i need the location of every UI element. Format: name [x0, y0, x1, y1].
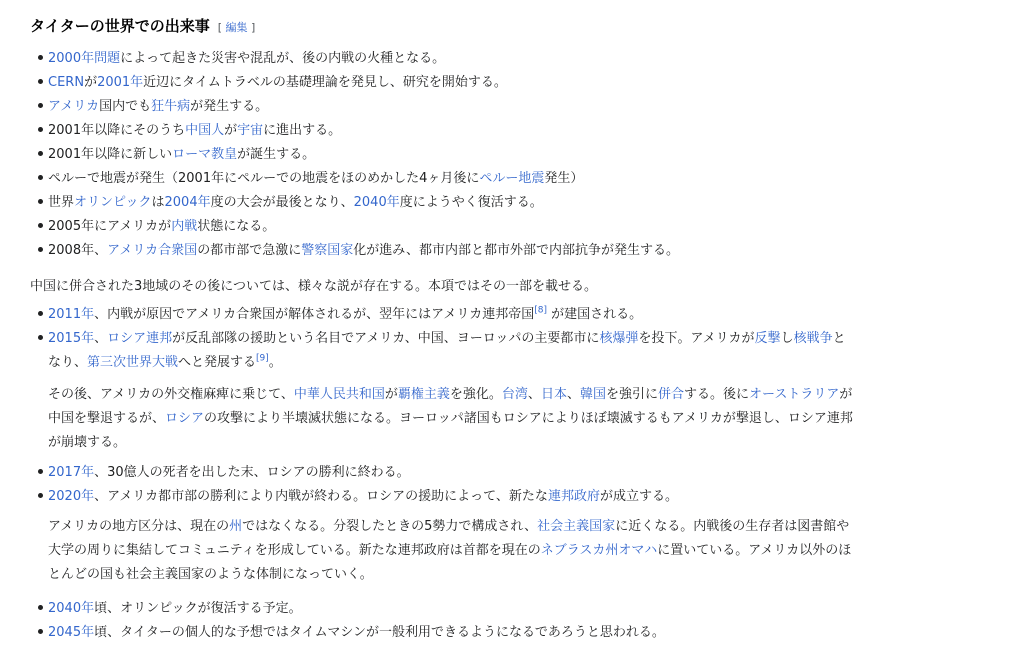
link[interactable]: 併合 [658, 387, 685, 402]
list-item [48, 47, 445, 66]
text: に進出する。 [263, 123, 342, 138]
bullet-icon [38, 151, 43, 156]
link[interactable]: 2045年 [48, 625, 95, 640]
list-item [48, 71, 507, 90]
link[interactable]: 2011年 [48, 307, 95, 322]
text: は [151, 195, 165, 210]
text: を強化。 [449, 387, 502, 402]
text: 国内でも [99, 99, 152, 114]
text: 大学の周りに集結してコミュニティを形成している。新たな連邦政府は首都を現在の [48, 543, 541, 558]
paragraph: 中国に併合された3地域のその後については、様々な説が存在する。本項ではその一部を載せる。 [30, 279, 598, 294]
link[interactable]: 台湾 [501, 387, 528, 402]
text: 化が進み、都市内部と都市外部で内部抗争が発生する。 [353, 243, 679, 258]
link[interactable]: 連邦政府 [547, 489, 600, 504]
link[interactable]: 韓国 [579, 387, 606, 402]
link[interactable]: 内戦 [171, 219, 198, 234]
text: が [839, 387, 853, 402]
list-item [48, 143, 315, 162]
list-item [48, 327, 846, 346]
link[interactable]: アメリカ [48, 99, 100, 114]
edit-bracket-close: ] [251, 21, 256, 34]
link[interactable]: 覇権主義 [397, 387, 450, 402]
bullet-icon [38, 335, 43, 340]
text: 。 [268, 355, 282, 370]
text: に置いている。アメリカ以外のほ [657, 543, 852, 558]
list-item-continued [48, 351, 282, 370]
link[interactable]: ロシア [165, 411, 205, 426]
link[interactable]: ロシア連邦 [107, 331, 173, 346]
text: に近くなる。内戦後の生存者は図書館や [615, 519, 850, 534]
bullet-icon [38, 55, 43, 60]
text: 度にようやく復活する。 [399, 195, 543, 210]
bullet-icon [38, 103, 43, 108]
link[interactable]: 第三次世界大戦 [87, 355, 179, 370]
link[interactable]: アメリカ合衆国 [107, 243, 198, 258]
text: が [224, 123, 238, 138]
link[interactable]: CERN [48, 75, 85, 90]
list-item [48, 167, 583, 186]
link[interactable]: 州 [229, 519, 243, 534]
text: 、アメリカ都市部の勝利により内戦が終わる。ロシアの援助によって、新たな [94, 489, 548, 504]
text: が発生する。 [190, 99, 269, 114]
edit-link[interactable]: 編集 [225, 21, 248, 34]
link[interactable]: オリンピック [74, 195, 152, 210]
text: 度の大会が最後となり、 [210, 195, 354, 210]
bullet-icon [38, 629, 43, 634]
bullet-icon [38, 247, 43, 252]
text: が [384, 387, 398, 402]
text: 頃、オリンピックが復活する予定。 [94, 601, 302, 616]
text: の攻撃により半壊滅状態になる。ヨーロッパ諸国もロシアによりほぼ壊滅するもアメリカが撃退し、ロシア連邦 [204, 411, 853, 426]
text: を強引に [605, 387, 658, 402]
link[interactable]: ペルー地震 [479, 171, 545, 186]
bullet-icon [38, 127, 43, 132]
indented-paragraph: が崩壊する。 [48, 435, 127, 450]
citation-link[interactable]: [8] [534, 305, 548, 316]
link[interactable]: 2000年問題 [48, 51, 121, 66]
link[interactable]: 警察国家 [301, 243, 354, 258]
link[interactable]: 反撃 [754, 331, 781, 346]
text: ペルーで地震が発生（2001年にペルーでの地震をほのめかした4ヶ月後に [48, 171, 480, 186]
bullet-icon [38, 311, 43, 316]
text: その後、アメリカの外交権麻痺に乗じて、 [48, 387, 294, 402]
list-item [48, 95, 268, 114]
link[interactable]: 2040年 [48, 601, 95, 616]
link[interactable]: 核爆弾 [599, 331, 639, 346]
citation-link[interactable]: [9] [256, 353, 269, 364]
text: の都市部で急激に [197, 243, 302, 258]
list-item [48, 215, 275, 234]
text: へと発展する [178, 355, 257, 370]
text: 世界 [48, 195, 75, 210]
text: 2005年にアメリカが [48, 219, 172, 234]
bullet-icon [38, 605, 43, 610]
indented-paragraph [48, 383, 852, 402]
link[interactable]: 2020年 [48, 489, 95, 504]
list-item [48, 191, 543, 210]
text: 2001年以降に新しい [48, 147, 173, 162]
link[interactable]: 中国人 [185, 123, 225, 138]
text: 状態になる。 [197, 219, 276, 234]
list-item [48, 485, 678, 504]
text: 、内戦が原因でアメリカ合衆国が解体されるが、翌年にはアメリカ連邦帝国 [94, 307, 535, 322]
section-heading [30, 15, 255, 36]
bullet-icon [38, 223, 43, 228]
text: が誕生する。 [237, 147, 316, 162]
link[interactable]: 狂牛病 [151, 99, 191, 114]
link[interactable]: 宇宙 [237, 123, 264, 138]
text: する。後に [684, 387, 750, 402]
text: 発生） [544, 171, 584, 186]
indented-paragraph: とんどの国も社会主義国家のような体制になっていく。 [48, 567, 373, 582]
edit-section [218, 21, 256, 34]
link[interactable]: ネブラスカ州 [540, 543, 619, 558]
link[interactable]: 日本 [540, 387, 567, 402]
text: 、 [527, 387, 541, 402]
bullet-icon [38, 199, 43, 204]
text: 2001年以降にそのうち [48, 123, 186, 138]
list-item [48, 597, 302, 616]
link[interactable]: 2001年 [97, 75, 144, 90]
link[interactable]: 核戦争 [793, 331, 833, 346]
section-title: タイターの世界での出来事 [30, 17, 210, 35]
list-item [48, 239, 679, 258]
link[interactable]: 2040年 [353, 195, 400, 210]
bullet-icon [38, 175, 43, 180]
edit-bracket-open: [ [217, 21, 222, 34]
link[interactable]: ローマ教皇 [172, 147, 238, 162]
text: 、 [94, 331, 108, 346]
indented-paragraph [48, 539, 851, 558]
text: 、 [566, 387, 580, 402]
link[interactable]: オマハ [618, 543, 658, 558]
text: によって起きた災害や混乱が、後の内戦の火種となる。 [120, 51, 446, 66]
text: 頃、タイターの個人的な予想ではタイムマシンが一般利用できるようになるであろうと思われる。 [94, 625, 665, 640]
list-item [48, 621, 665, 640]
text: 2008年、 [48, 243, 108, 258]
text: し [780, 331, 794, 346]
text: が [84, 75, 98, 90]
bullet-icon [38, 493, 43, 498]
text: アメリカの地方区分は、現在の [48, 519, 230, 534]
link[interactable]: 中華人民共和国 [293, 387, 385, 402]
text: が反乱部隊の援助という名目でアメリカ、中国、ヨーロッパの主要都市に [172, 331, 600, 346]
list-item [48, 119, 341, 138]
text: と [832, 331, 846, 346]
text: ではなくなる。分裂したときの5勢力で構成され、 [242, 519, 538, 534]
link[interactable]: 2015年 [48, 331, 95, 346]
text: が建国される。 [547, 307, 643, 322]
link[interactable]: 2017年 [48, 465, 95, 480]
list-item [48, 303, 642, 322]
text: が成立する。 [599, 489, 678, 504]
link[interactable]: 2004年 [164, 195, 211, 210]
indented-paragraph [48, 515, 849, 534]
bullet-icon [38, 79, 43, 84]
text: を投下。アメリカが [638, 331, 755, 346]
list-item [48, 461, 410, 480]
text: 近辺にタイムトラベルの基礎理論を発見し、研究を開始する。 [143, 75, 507, 90]
indented-paragraph [48, 407, 853, 426]
link[interactable]: オーストラリア [749, 387, 840, 402]
text: 、30億人の死者を出した末、ロシアの勝利に終わる。 [94, 465, 410, 480]
text: なり、 [48, 355, 88, 370]
bullet-icon [38, 469, 43, 474]
text: 中国を撃退するが、 [48, 411, 166, 426]
link[interactable]: 社会主義国家 [537, 519, 616, 534]
